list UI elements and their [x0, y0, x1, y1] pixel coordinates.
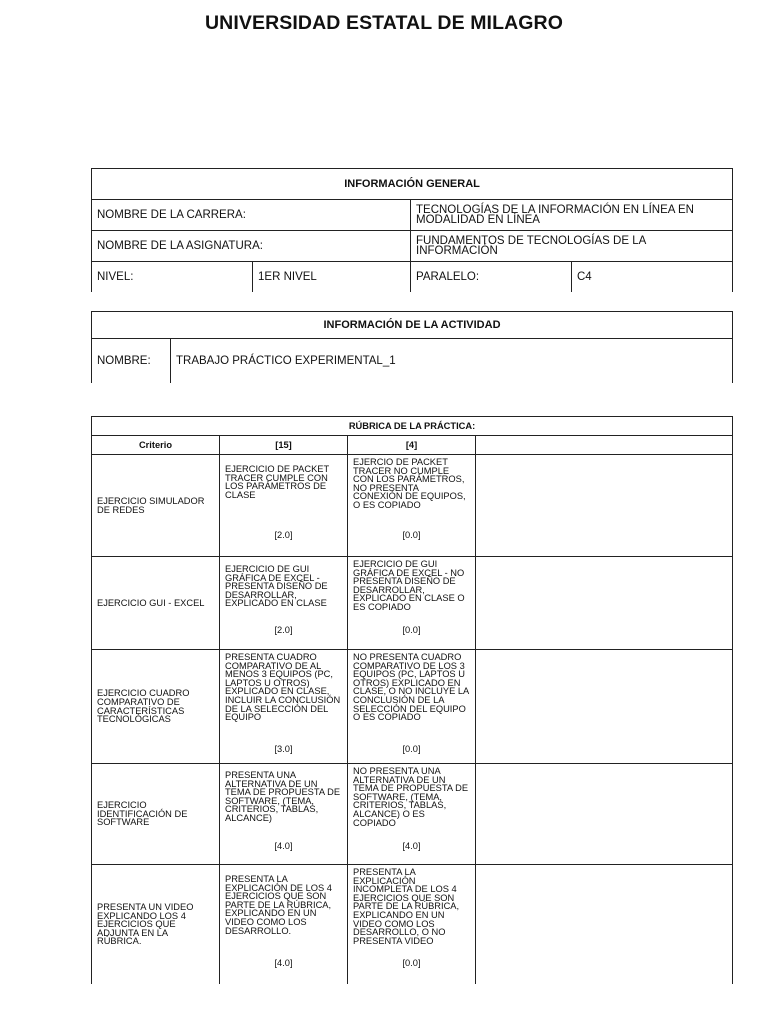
level-a-desc: PRESENTA CUADRO COMPARATIVO DE AL MENOS 3 EQUIPOS (PC, LAPTOS U OTROS) EXPLICADO EN CLASE, INCLUIR LA CONCLUSIÓN DE LA SELECCIÓN DEL EQUIPO	[225, 652, 341, 723]
asignatura-value: FUNDAMENTOS DE TECNOLOGÍAS DE LA INFORMACIÓN	[411, 231, 733, 262]
rubrica-header: RÚBRICA DE LA PRÁCTICA:	[92, 417, 733, 436]
criterio-cell: EJERCICIO GUI - EXCEL	[92, 557, 220, 650]
paralelo-label: PARALELO:	[411, 262, 572, 293]
nivel-label: NIVEL:	[92, 262, 253, 293]
document-title: UNIVERSIDAD ESTATAL DE MILAGRO	[205, 12, 563, 34]
level-a-cell	[220, 650, 348, 764]
level-a-score: [2.0]	[274, 530, 293, 541]
nivel-value: 1ER NIVEL	[253, 262, 411, 293]
actividad-nombre-label: NOMBRE:	[92, 339, 171, 384]
asignatura-label: NOMBRE DE LA ASIGNATURA:	[92, 231, 411, 262]
level-a-score: [4.0]	[274, 841, 293, 852]
level-a-score: [2.0]	[274, 625, 293, 636]
carrera-value: TECNOLOGÍAS DE LA INFORMACIÓN EN LÍNEA EN MODALIDAD EN LÍNEA	[411, 200, 733, 231]
level-b-desc: NO PRESENTA UNA ALTERNATIVA DE UN TEMA DE PROPUESTA DE SOFTWARE, (TEMA, CRITERIOS, TABLAS, ALCANCE) O ES COPIADO	[353, 766, 469, 828]
level-b-cell	[348, 650, 476, 764]
level-b-score: [0.0]	[402, 958, 421, 969]
empty-cell	[476, 650, 733, 764]
col-empty-header	[476, 436, 733, 455]
empty-cell	[476, 865, 733, 985]
table-row	[92, 764, 733, 865]
criterio-cell: EJERCICIO SIMULADOR DE REDES	[92, 455, 220, 557]
level-b-cell	[348, 455, 476, 557]
table-row	[92, 557, 733, 650]
level-b-score: [0.0]	[402, 530, 421, 541]
empty-cell	[476, 455, 733, 557]
actividad-nombre-value: TRABAJO PRÁCTICO EXPERIMENTAL_1	[171, 339, 733, 384]
level-a-desc: EJERCICIO DE GUI GRÁFICA DE EXCEL - PRESENTA DISEÑO DE DESARROLLAR, EXPLICADO EN CLASE	[225, 564, 328, 609]
col-a-header: [15]	[220, 436, 348, 455]
info-actividad-table	[91, 311, 733, 383]
level-b-score: [0.0]	[402, 744, 421, 755]
level-a-cell	[220, 455, 348, 557]
rubrica-table	[91, 416, 733, 984]
level-b-desc: EJERCIO DE PACKET TRACER NO CUMPLE CON LOS PARÁMETROS, NO PRESENTA CONEXIÓN DE EQUIPOS, O ES COPIADO	[353, 457, 466, 510]
level-b-cell	[348, 764, 476, 865]
table-row	[92, 455, 733, 557]
level-a-score: [3.0]	[274, 744, 293, 755]
carrera-label: NOMBRE DE LA CARRERA:	[92, 200, 411, 231]
empty-cell	[476, 764, 733, 865]
criterio-cell: PRESENTA UN VIDEO EXPLICANDO LOS 4 EJERCICIOS QUE ADJUNTA EN LA RÚBRICA.	[92, 865, 220, 985]
level-a-cell	[220, 764, 348, 865]
level-b-cell	[348, 865, 476, 985]
info-general-table	[91, 168, 733, 292]
level-a-desc: PRESENTA UNA ALTERNATIVA DE UN TEMA DE PROPUESTA DE SOFTWARE, (TEMA, CRITERIOS, TABLAS, ALCANCE)	[225, 770, 341, 823]
level-a-desc: EJERCICIO DE PACKET TRACER CUMPLE CON LOS PARÁMETROS DE CLASE	[225, 464, 330, 500]
level-b-desc: NO PRESENTA CUADRO COMPARATIVO DE LOS 3 EQUIPOS (PC, LAPTOS U OTROS) EXPLICADO EN CLASE, O NO INCLUYE LA CONCLUSIÓN DE LA SELECCIÓN DEL EQUIPO O ES COPIADO	[353, 652, 469, 723]
level-b-score: [0.0]	[402, 625, 421, 636]
criterio-cell: EJERCICIO CUADRO COMPARATIVO DE CARACTERÍSTICAS TECNOLÓGICAS	[92, 650, 220, 764]
level-a-cell	[220, 557, 348, 650]
table-row	[92, 865, 733, 985]
col-b-header: [4]	[348, 436, 476, 455]
level-a-cell	[220, 865, 348, 985]
level-b-score: [4.0]	[402, 841, 421, 852]
level-b-cell	[348, 557, 476, 650]
table-row	[92, 650, 733, 764]
level-b-desc: EJERCICIO DE GUI GRÁFICA DE EXCEL - NO PRESENTA DISEÑO DE DESARROLLAR, EXPLICADO EN CLASE O ES COPIADO	[353, 559, 465, 612]
info-general-header: INFORMACIÓN GENERAL	[92, 169, 733, 200]
level-a-score: [4.0]	[274, 958, 293, 969]
info-actividad-header: INFORMACIÓN DE LA ACTIVIDAD	[92, 312, 733, 339]
paralelo-value: C4	[572, 262, 733, 293]
col-criterio-header: Criterio	[92, 436, 220, 455]
empty-cell	[476, 557, 733, 650]
level-a-desc: PRESENTA LA EXPLICACIÓN DE LOS 4 EJERCICIOS QUE SON PARTE DE LA RÚBRICA, EXPLICANDO EN UN VIDEO COMO LOS DESARROLLO.	[225, 874, 332, 936]
level-b-desc: PRESENTA LA EXPLICACIÓN INCOMPLETA DE LOS 4 EJERCICIOS QUE SON PARTE DE LA RÚBRICA, EXPLICANDO EN UN VIDEO COMO LOS DESARROLLO, O NO PRESENTA VIDEO	[353, 867, 460, 946]
criterio-cell: EJERCICIO IDENTIFICACIÓN DE SOFTWARE	[92, 764, 220, 865]
